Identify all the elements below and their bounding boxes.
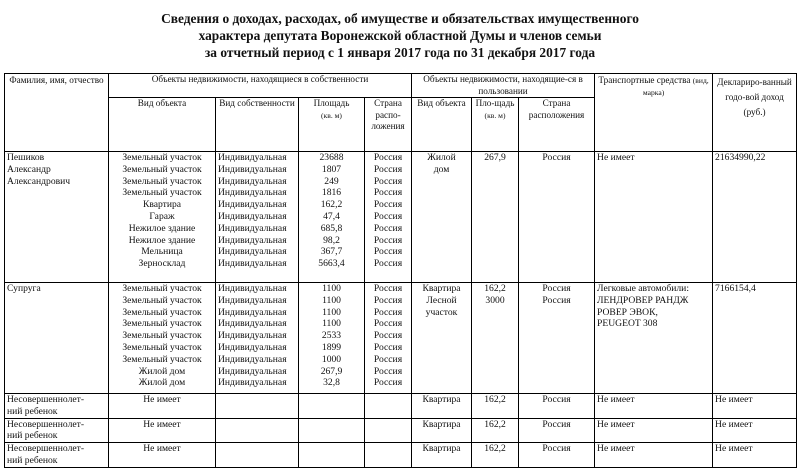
cell-line: Индивидуальная [218,377,287,389]
cell-line: Индивидуальная [218,210,287,222]
cell-line: Земельный участок [122,163,202,175]
cell-line: 1807 [321,163,342,175]
cell-line: ЛЕНДРОВЕР РАНДЖ [597,294,689,306]
cell-line: Зерносклад [138,258,186,270]
cell-owned-area [299,443,365,468]
cell-line: Не имеет [143,418,181,430]
header-owned-area [299,98,365,152]
cell-income [713,394,797,419]
cell-line: Индивидуальная [218,365,287,377]
cell-owned-ownership [216,283,299,394]
cell-line: Россия [542,443,571,455]
cell-line: Россия [373,318,403,330]
cell-line: Россия [373,152,403,163]
table-row [5,418,797,443]
cell-line: 1100 [322,283,341,294]
cell-line: Легковые автомобили: [597,283,689,294]
cell-line: 7166154,4 [715,283,756,294]
cell-owned-area [299,283,365,394]
cell-line: участок [425,306,458,318]
cell-line: 162,2 [320,199,343,211]
cell-line: 21634990,22 [715,152,766,163]
cell-transport [595,418,713,443]
cell-line: Россия [373,234,403,246]
cell-line: Квартира [142,199,182,211]
header-used-type: Вид объекта [412,98,472,152]
cell-line: Земельный участок [122,294,202,306]
cell-line: Жилой дом [138,377,186,389]
cell-line: Россия [373,377,403,389]
cell-line: Лесной [426,294,457,306]
cell-owned-type [109,418,216,443]
cell-line: Индивидуальная [218,306,287,318]
header-used-area-text: Пло-щадь [475,98,515,108]
cell-line: Индивидуальная [218,152,287,163]
cell-line: ний ребенок [7,405,58,417]
cell-line: Индивидуальная [218,199,287,211]
cell-line: 1816 [321,187,342,199]
cell-used-country [519,418,595,443]
header-used-area-unit: (кв. м) [484,110,506,120]
cell-line: Земельный участок [122,187,202,199]
cell-used-area [472,152,519,283]
cell-line: Россия [373,258,403,270]
cell-owned-area [299,152,365,283]
cell-line: 1100 [322,318,341,330]
cell-line: Нежилое здание [128,222,196,234]
cell-used-area [472,283,519,394]
cell-line: Земельный участок [122,318,202,330]
cell-owned-area [299,418,365,443]
cell-name [5,152,109,283]
cell-used-country [519,152,595,283]
cell-line: Индивидуальная [218,341,287,353]
cell-owned-ownership [216,394,299,419]
cell-line: Россия [373,353,403,365]
cell-line: Индивидуальная [218,234,287,246]
cell-transport [595,152,713,283]
cell-name [5,418,109,443]
cell-line: дом [433,163,450,175]
header-income-text: Деклариро-ванный годо-вой доход [717,77,792,102]
cell-line: Земельный участок [122,353,202,365]
cell-line: Пешиков [7,152,45,163]
cell-line: 367,7 [320,246,343,258]
cell-line: Земельный участок [122,283,202,294]
cell-line: Не имеет [597,443,635,455]
cell-line: Россия [542,294,571,306]
cell-line: 162,2 [484,443,506,455]
cell-line: Земельный участок [122,306,202,318]
cell-used-country [519,283,595,394]
header-used-area [472,98,519,152]
cell-line: Не имеет [143,443,181,455]
cell-line: 1100 [322,306,341,318]
cell-line: ний ребенок [7,430,58,442]
cell-line: Россия [373,187,403,199]
cell-line: PEUGEOT 308 [597,318,658,330]
document-title [0,10,800,61]
cell-line: Индивидуальная [218,318,287,330]
table-body [5,152,797,468]
cell-used-area [472,418,519,443]
cell-line: Индивидуальная [218,330,287,342]
cell-line: Земельный участок [122,175,202,187]
title-line: за отчетный период с 1 января 2017 года по 31 декабря 2017 года [204,45,596,60]
cell-line: Индивидуальная [218,175,287,187]
cell-line: Земельный участок [122,341,202,353]
cell-line: Индивидуальная [218,294,287,306]
cell-income [713,418,797,443]
cell-line: Россия [373,365,403,377]
cell-line: Не имеет [597,418,635,430]
cell-line: Несовершеннолет- [7,418,85,430]
cell-owned-country [365,394,412,419]
title-line: Сведения о доходах, расходах, об имуществе и обязательствах имущественного [161,11,639,26]
cell-line: 267,9 [320,365,343,377]
cell-line: Россия [373,175,403,187]
cell-transport [595,283,713,394]
cell-line: ний ребенок [7,454,58,466]
cell-line: 162,2 [484,394,506,405]
header-owned-area-unit: (кв. м) [321,110,342,120]
cell-line: Квартира [422,394,461,405]
cell-line: Индивидуальная [218,163,287,175]
cell-line: Россия [373,199,403,211]
cell-line: Россия [542,394,571,405]
cell-line: Александрович [7,175,71,187]
cell-used-area [472,443,519,468]
cell-line: Россия [373,246,403,258]
cell-line: Россия [373,330,403,342]
cell-owned-ownership [216,152,299,283]
cell-line: 685,8 [320,222,343,234]
cell-line: Россия [373,341,403,353]
table-row [5,152,797,283]
cell-name [5,443,109,468]
cell-income [713,443,797,468]
cell-owned-ownership [216,443,299,468]
cell-line: 1899 [321,341,342,353]
cell-name [5,394,109,419]
cell-line: Индивидуальная [218,258,287,270]
cell-used-type [412,152,472,283]
cell-used-type [412,283,472,394]
cell-line: Не имеет [715,443,753,455]
header-income-sub: (руб.) [743,107,766,117]
table-row [5,443,797,468]
cell-line: Мельница [141,246,183,258]
header-income [713,74,797,152]
header-owned-country: Страна распо-ложения [365,98,412,152]
cell-line: Гараж [149,210,175,222]
cell-owned-country [365,443,412,468]
cell-line: 98,2 [323,234,340,246]
cell-line: Россия [373,163,403,175]
cell-line: Не имеет [597,394,635,405]
cell-line: Индивидуальная [218,187,287,199]
header-owned-type: Вид объекта [109,98,216,152]
cell-line: Земельный участок [122,330,202,342]
cell-line: Россия [542,283,571,294]
cell-used-country [519,394,595,419]
cell-owned-area [299,394,365,419]
cell-line: 3000 [485,294,505,306]
cell-income [713,283,797,394]
cell-line: Россия [373,294,403,306]
cell-line: Россия [542,152,571,163]
header-transport-text: Транспортные средства [598,75,691,85]
cell-line: Россия [542,418,571,430]
cell-owned-type [109,394,216,419]
cell-line: 267,9 [484,152,506,163]
cell-line: Россия [373,222,403,234]
cell-line: Несовершеннолет- [7,443,85,455]
cell-line: Не имеет [597,152,635,163]
cell-line: 23688 [319,152,344,163]
cell-line: Супруга [7,283,41,294]
header-transport-sub: (вид, марка) [642,76,709,97]
header-name: Фамилия, имя, отчество [5,74,109,152]
header-used: Объекты недвижимости, находящие-ся в пользовании [412,74,595,98]
cell-line: Несовершеннолет- [7,394,85,405]
header-used-country: Страна расположения [519,98,595,152]
cell-line: Жилой дом [138,365,186,377]
cell-line: Не имеет [143,394,181,405]
cell-name [5,283,109,394]
cell-owned-type [109,283,216,394]
cell-line: 5663,4 [318,258,345,270]
cell-line: Квартира [422,443,461,455]
cell-line: 162,2 [484,418,506,430]
cell-line: Индивидуальная [218,222,287,234]
cell-line: Россия [373,283,403,294]
table-row [5,394,797,419]
cell-used-area [472,394,519,419]
cell-line: Россия [373,306,403,318]
cell-line: 162,2 [484,283,506,294]
cell-owned-country [365,152,412,283]
cell-owned-country [365,418,412,443]
header-owned-area-text: Площадь [313,98,350,108]
cell-line: Жилой [427,152,456,163]
cell-line: 32,8 [323,377,340,389]
header-transport [595,74,713,152]
cell-owned-ownership [216,418,299,443]
cell-line: Александр [7,163,51,175]
cell-line: Нежилое здание [128,234,196,246]
cell-line: 1000 [321,353,342,365]
cell-owned-type [109,152,216,283]
cell-line: 2533 [321,330,342,342]
cell-used-country [519,443,595,468]
cell-income [713,152,797,283]
cell-line: 47,4 [323,210,340,222]
title-line: характера депутата Воронежской областной Думы и членов семьи [198,28,602,43]
cell-line: Индивидуальная [218,283,287,294]
cell-transport [595,394,713,419]
cell-line: Земельный участок [122,152,202,163]
cell-transport [595,443,713,468]
header-owned: Объекты недвижимости, находящиеся в собственности [109,74,412,98]
table-row [5,283,797,394]
cell-line: Индивидуальная [218,246,287,258]
header-owned-ownership: Вид собственности [216,98,299,152]
cell-owned-type [109,443,216,468]
cell-line: Квартира [422,283,461,294]
cell-line: РОВЕР ЭВОК, [597,306,658,318]
cell-line: Не имеет [715,418,753,430]
cell-used-type [412,394,472,419]
cell-line: Индивидуальная [218,353,287,365]
cell-line: Россия [373,210,403,222]
cell-used-type [412,443,472,468]
cell-line: Квартира [422,418,461,430]
cell-line: 249 [324,175,339,187]
cell-owned-country [365,283,412,394]
declaration-table [4,73,797,468]
cell-line: 1100 [322,294,341,306]
cell-line: Не имеет [715,394,753,405]
cell-used-type [412,418,472,443]
